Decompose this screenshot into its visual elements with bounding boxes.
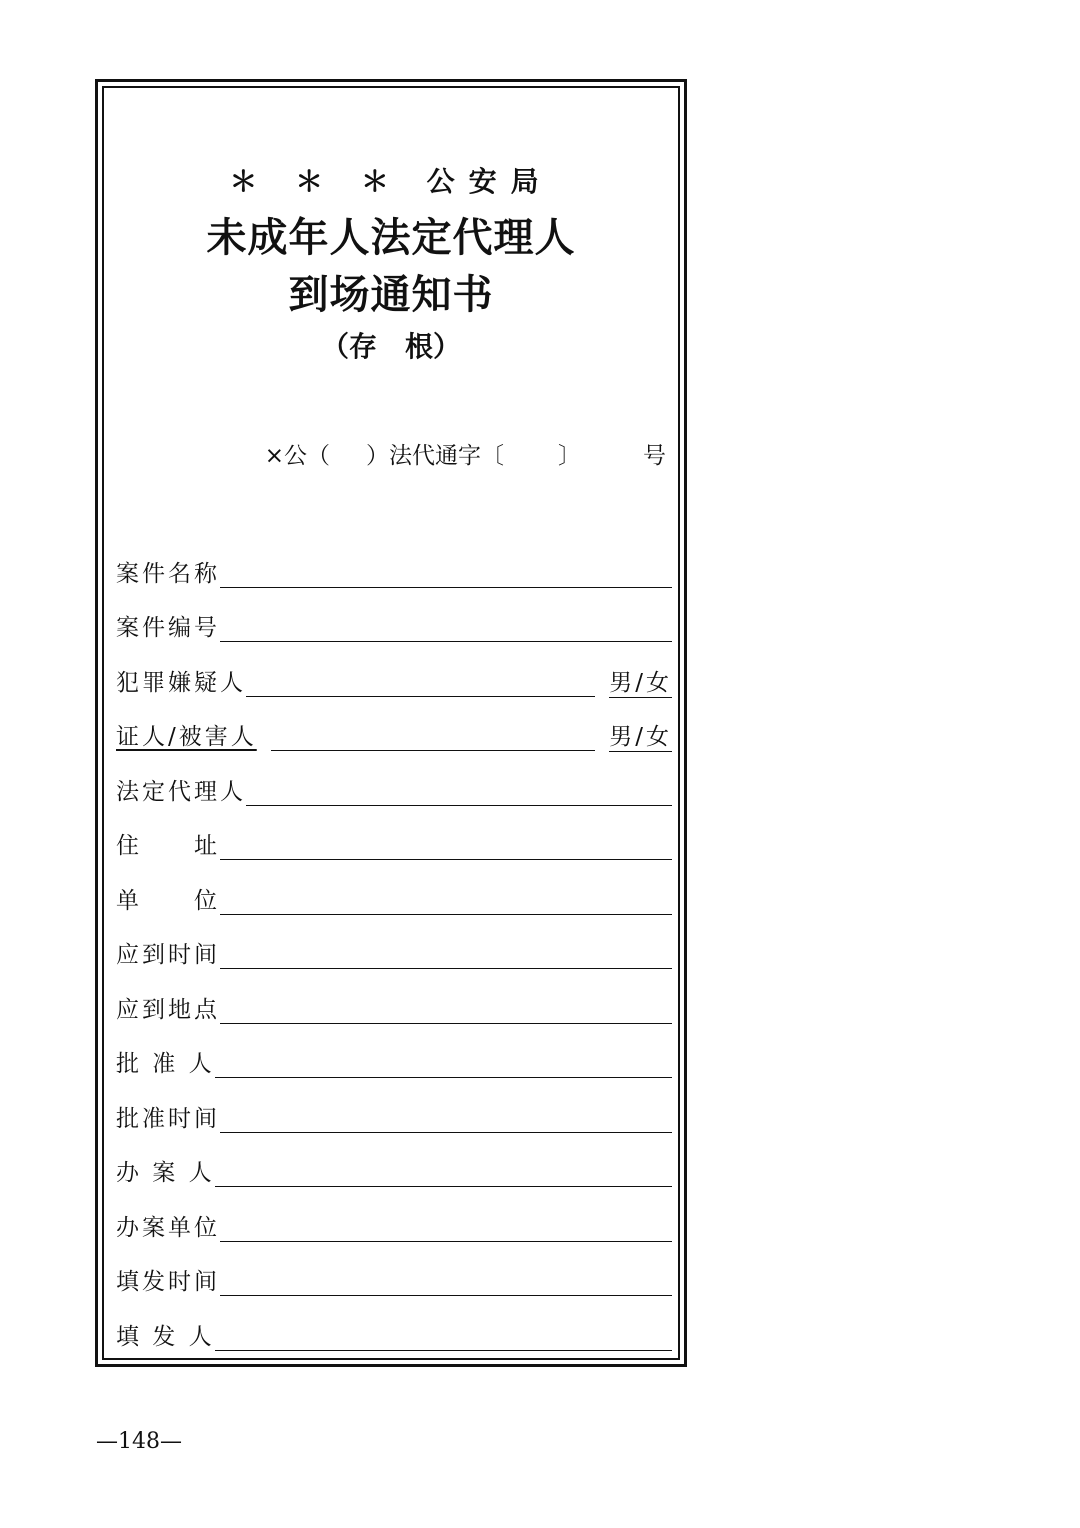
field-address (116, 808, 672, 863)
field-case-name (116, 535, 672, 590)
field-label: 批准时间 (116, 1105, 220, 1132)
field-approver (116, 1026, 672, 1081)
approver-input[interactable] (215, 1051, 672, 1078)
due-place-input[interactable] (220, 997, 672, 1024)
form-inner-border (102, 86, 680, 1360)
doc-number-suffix: 号 (643, 443, 666, 469)
field-legal-guardian (116, 753, 672, 808)
field-label: 批 准 人 (116, 1051, 215, 1077)
form-fields (116, 535, 672, 1353)
field-handling-unit (116, 1189, 672, 1244)
case-number-input[interactable] (220, 615, 672, 642)
witness-victim-input[interactable] (271, 724, 596, 751)
field-label: 填 发 人 (116, 1323, 215, 1350)
doc-number-close: 〕 (558, 443, 581, 469)
field-label: 住 址 (116, 833, 220, 859)
field-issuer (116, 1298, 672, 1353)
field-approval-time (116, 1080, 672, 1135)
field-label: 证人/被害人 (116, 724, 257, 750)
issuer-input[interactable] (215, 1324, 672, 1351)
field-label: 案件编号 (116, 615, 220, 641)
due-time-input[interactable] (220, 942, 672, 969)
field-label: 填发时间 (116, 1269, 220, 1295)
issue-time-input[interactable] (220, 1269, 672, 1296)
suspect-gender-option[interactable]: 男/女 (609, 669, 672, 696)
page-number: —148— (96, 1429, 182, 1454)
address-input[interactable] (220, 833, 672, 860)
form-title-line2: 到场通知书 (288, 271, 494, 318)
form-title-line1: 未成年人法定代理人 (206, 214, 576, 261)
field-suspect (116, 644, 672, 699)
issuing-authority: ＊ ＊ ＊ 公安局 (229, 165, 553, 198)
field-label: 犯罪嫌疑人 (116, 669, 246, 696)
approval-time-input[interactable] (220, 1106, 672, 1133)
handling-unit-input[interactable] (220, 1215, 672, 1242)
case-name-input[interactable] (220, 561, 672, 588)
witness-gender-option[interactable]: 男/女 (609, 724, 672, 750)
doc-number-mid: ）法代通字〔 (366, 443, 504, 469)
field-label: 应到地点 (116, 996, 220, 1023)
suspect-input[interactable] (246, 670, 595, 697)
field-due-place (116, 971, 672, 1026)
field-witness-victim (116, 699, 672, 754)
unit-input[interactable] (220, 888, 672, 915)
field-label: 法定代理人 (116, 778, 246, 805)
field-label: 办 案 人 (116, 1160, 215, 1186)
handler-input[interactable] (215, 1160, 672, 1187)
stub-label: （存 根） (320, 330, 461, 363)
document-number (265, 437, 666, 470)
field-case-number (116, 590, 672, 645)
legal-guardian-input[interactable] (246, 779, 672, 806)
field-unit (116, 862, 672, 917)
field-issue-time (116, 1244, 672, 1299)
field-label: 应到时间 (116, 942, 220, 968)
field-handler (116, 1135, 672, 1190)
field-label: 单 位 (116, 887, 220, 914)
field-label: 办案单位 (116, 1214, 220, 1241)
doc-number-prefix: ×公（ (264, 443, 330, 469)
field-due-time (116, 917, 672, 972)
form-outer-border (95, 79, 687, 1367)
field-label: 案件名称 (116, 560, 220, 587)
